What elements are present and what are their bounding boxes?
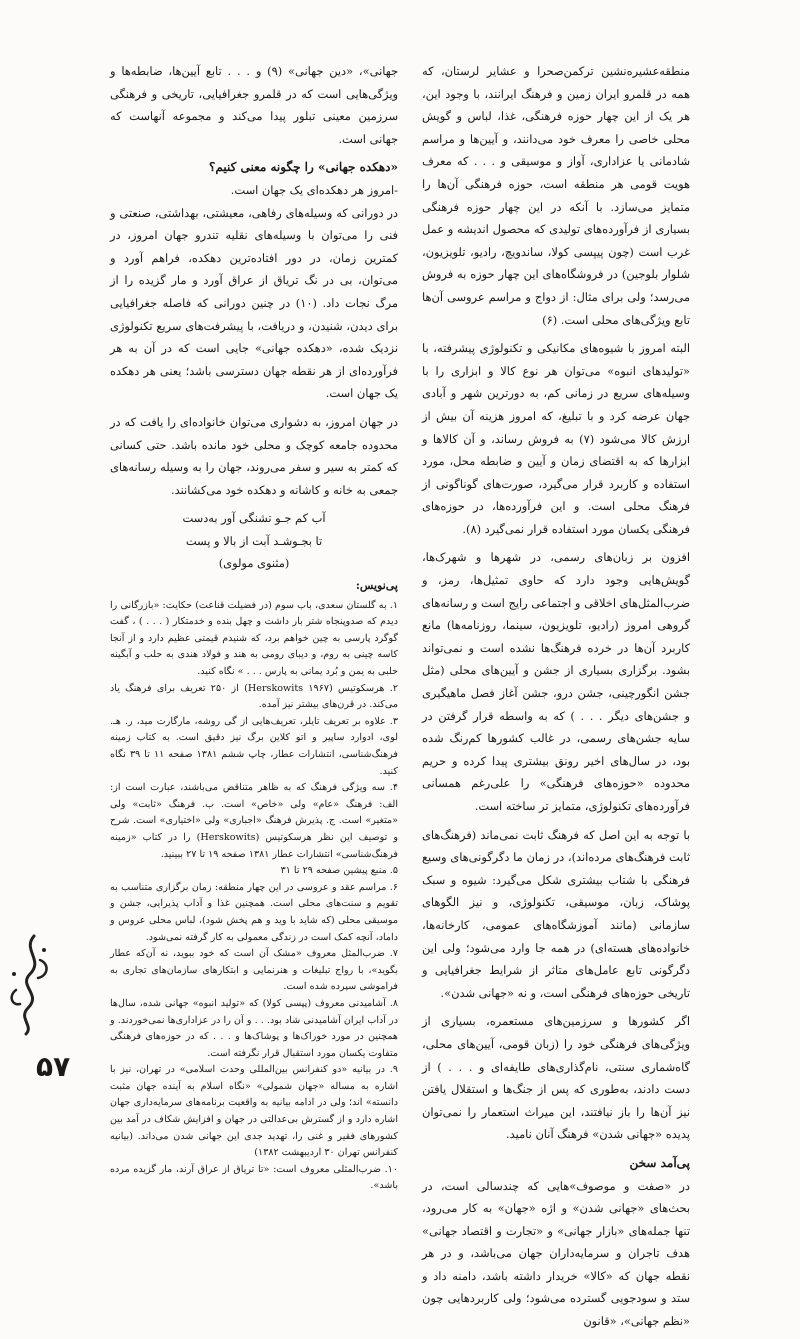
footnote: ۱۰. ضرب‌المثلی معروف است: «تا تریاق از عراق آرند، مار گزیده مرده باشد». xyxy=(110,1163,398,1192)
verse-line: آب کم جـو تشنگی آور به‌دست xyxy=(182,511,326,526)
footnote: ۶. مراسم عقد و عروسی در این چهار منطقه: زمان برگزاری متناسب به تقویم و سنت‌های محلی است. همچنین غذا و آداب پذیرایی، جشن و موسیقی محلی (که شاید با وید و هم پخش شود)، لباس محلی عروس و داماد، آنچه کمک است در زندگی معمولی به کار گرفته نمی‌شود. xyxy=(110,881,398,943)
paragraph: با توجه به این اصل که فرهنگ ثابت نمی‌ماند (فرهنگ‌های ثابت فرهنگ‌های مرده‌اند)، در زمان ما دگرگونی‌های وسیع فرهنگی با شتاب بیشتری شکل می‌گیرد: شیوه و سبک پوشاک، زبان، موسیقی، تکنولوژی، و نیز الگوهای سازمانی (مانند آموزشگاه‌های عمومی، کارخانه‌ها، خانواده‌های هسته‌ای) در همه جا وارد می‌شود؛ ولی این دگرگونی تابع عامل‌های متاثر از شرایط جغرافیایی و تاریخی حوزه‌های فرهنگی است، و نه «جهانی شدن». xyxy=(422,827,690,1000)
paragraph: -امروز هر دهکده‌ای یک جهان است. xyxy=(230,182,398,197)
paragraph: منطقه‌عشیره‌نشین ترکمن‌صحرا و عشایر لرستان، که همه در قلمرو ایران زمین و فرهنگ ایرانند، با وجود این، هر یک از این چهار حوزه فرهنگی، غذا، لباس و گویش محلی خاصی را معرف خود می‌دانند، و آیین‌ها و مراسم شادمانی یا عزاداری، آواز و موسیقی و . . . که معرف هویت قومی هر منطقه است، حوزه فرهنگی آن‌ها را متمایز می‌سازد. با آنکه در این چهار حوزه فرهنگی بسیاری از فرآورده‌های تولیدی که محصول اندیشه و عمل غرب است (چون پیپسی کولا، ساندویچ، رادیو، تلویزیون، شلوار بلوجین) در فروشگاه‌های این چهار حوزه به فروش می‌رسد؛ ولی برای مثال: از دواج و مراسم عروسی آن‌ها تابع ویژگی‌های محلی است. (۶) xyxy=(422,64,690,327)
footnotes-title: پی‌نویس: xyxy=(355,579,398,593)
paragraph: جهانی»، «دین جهانی» (۹) و . . . تابع آیین‌ها، ضابطه‌ها و ویژگی‌هایی است که در قلمرو جغرافیایی، تاریخی و فرهنگی سرزمین معینی تبلور پیدا می‌کند و مجموعه آنهاست که جهانی است. xyxy=(110,64,398,146)
section-heading: پی‌آمد سخن xyxy=(629,1155,690,1170)
paragraph: افزون بر زبان‌های رسمی، در شهرها و شهرک‌ها، گویش‌هایی وجود دارد که حاوی تمثیل‌ها، رمز، و ضرب‌المثل‌های اخلاقی و اجتماعی رایج است و رسانه‌های گروهی امروز (رادیو، تلویزیون، سینما، روزنامه‌ها) مانع کاربرد آن‌ها در خرده فرهنگ‌ها نشده است و نمی‌تواند بشود. برگزاری بسیاری از جشن و آیین‌های محلی (مثل جشن انگورچینی، جشن درو، جشن آغاز فصل ماهیگیری و جشن‌های دیگر . . . ) که به واسطه قرار گرفتن در سایه جشن‌های رسمی، در غالب کشورها کم‌رنگ شده بود، در سال‌های اخیر رونق بیشتری پیدا کرده و حریم محدوده «حوزه‌های فرهنگی» را علی‌رغم همسانی فرآورده‌های تکنولوژی، متمایز تر ساخته است. xyxy=(422,550,690,813)
footnote: ۳. علاوه بر تعریف تایلر، تعریف‌هایی از گی روشه، مارگارت مید، ر. هـ. لوی، ادوارد ساپیر و اتو کلاین برگ نیز دقیق است. به کتاب زمینه فرهنگ‌شناسی، انتشارات عطار، چاپ ششم ۱۳۸۱ صفحه ۱۱ تا ۳۹ نگاه کنید. xyxy=(110,715,399,777)
footnote: ۸. آشامیدنی معروف (پپسی کولا) که «تولید انبوه» جهانی شده، سال‌ها در آداب ایران آشامیدنی شاد بود. . . و آن را در عزاداری‌ها نمی‌خوردند. و همچنین در مورد خوراک‌ها و پوشاک‌ها و . . . که در حوزه‌های فرهنگی متفاوت یکسان مورد استقبال قرار نگرفته است. xyxy=(110,997,398,1059)
page-number: ۵۷ xyxy=(36,1050,71,1083)
section-heading: «دهکده جهانی» را چگونه معنی کنیم؟ xyxy=(208,160,398,175)
paragraph: در جهان امروز، به دشواری می‌توان خانواده‌ای را یافت که در محدوده جامعه کوچک و محلی خود مانده باشد. حتی کسانی که کمتر به سیر و سفر می‌روند، جهان را به وسیله رسانه‌های جمعی به خانه و کاشانه و دهکده خود می‌کشانند. xyxy=(110,414,398,497)
footnote: ۲. هرسکوتیس (Herskowits ۱۹۶۷) از ۲۵۰ تعریف برای فرهنگ یاد می‌کند. در قرن‌های بیشتر نیز آمده. xyxy=(110,682,398,711)
footnotes-list xyxy=(110,598,398,1195)
kerman-logo xyxy=(4,930,56,1040)
left-column xyxy=(110,60,398,1195)
paragraph: البته امروز با شیوه‌های مکانیکی و تکنولوژی پیشرفته، با «تولیدهای انبوه» می‌توان هر نوع کالا و ابزاری را با وسیله‌های سریع در زمانی کم، به دورترین شهر و آبادی جهان عرضه کرد و با تبلیغ، که امروز هزینه آن بیش از ارزش کالا می‌شود (۷) به فروش رساند، و آن کالاها و ابزارها که به اقتضای زمان و آیین و ضابطه محل، مورد استفاده و کاربرد قرار می‌گیرد، صورت‌های گوناگونی از فرهنگ محلی است. و این فرآورده‌ها، در حوزه‌های فرهنگی یکسان مورد استفاده قرار نمی‌گیرد (۸). xyxy=(422,341,690,536)
verse-source: (مثنوی مولوی) xyxy=(218,556,290,571)
footnote: ۴. سه ویژگی فرهنگ که به ظاهر متناقض می‌باشند، عبارت است از: الف: فرهنگ «عام» ولی «خاص» است. ب. فرهنگ «ثابت» ولی «متغیر» است. ج. پذیرش فرهنگ «اجباری» ولی «اختیاری» است. شرح و توصیف این نظر هرسکوتیس (Herskowits) را در کتاب «زمینه فرهنگ‌شناسی» انتشارات عطار ۱۳۸۱ صفحه ۱۹ تا ۲۷ ببینید. xyxy=(110,782,399,860)
footnote: ۵. منبع پیشین صفحه ۲۹ تا ۳۱ xyxy=(280,865,398,877)
verse-line: تا بجـوشـد آبت از بالا و پست xyxy=(185,533,323,548)
footnote: ۹. در بیانیه «دو کنفرانس بین‌المللی وحدت اسلامی» در تهران، نیز با اشاره به مساله «جهان شمولی» «نگاه اسلام به آینده جهان مثبت دانسته» اند؛ ولی در ادامه بیانیه به واقعیت برنامه‌های سرمایه‌داری جهان اشاره دارد و از گسترش بی‌عدالتی در جهان و افزایش شکاف در آمد بین کشورهای فقیر و غنی را، تهدید جدی این جهانی شدن می‌داند. (بیانیه کنفرانس تهران ۳۰ اردیبهشت ۱۳۸۲) xyxy=(110,1064,398,1159)
paragraph: اگر کشورها و سرزمین‌های مستعمره، بسیاری از ویژگی‌های فرهنگی خود را (زبان قومی، آیین‌های محلی، گاه‌شماری سنتی، نام‌گذاری‌های طایفه‌ای و . . . ) از دست دادند، به‌طوری که پس از جنگ‌ها و استقلال یافتن نیز آن‌ها را باز نیافتند، این میراث استعمار را نمی‌توان پدیده «جهانی شدن» فرهنگ آنان نامید. xyxy=(422,1014,690,1142)
footnote: ۷. ضرب‌المثل معروف «مشک آن است که خود ببوید، نه آن‌که عطار بگوید»، با رواج تبلیغات و هنرنمایی و ابتکارهای سازمان‌های تجاری به فراموشی سپرده شده است. xyxy=(110,948,398,993)
right-column xyxy=(422,60,690,1339)
paragraph: در دورانی که وسیله‌های رفاهی، معیشتی، بهداشتی، صنعتی و فنی را می‌توان با وسیله‌های نقلیه تندرو جهان امروز، در کمترین زمان، در دور افتاده‌ترین دهکده، فراهم آورد و می‌توان، بی در نگ تریاق از عراق آورد و مار گزیده را از مرگ نجات داد. (۱۰) در چنین دورانی که فاصله جغرافیایی برای دیدن، شنیدن، و دریافت، با پیشرفت‌های سریع تکنولوژی نزدیک شده، «دهکده جهانی» جایی است که در آن به هر فرآورده‌ای از هر نقطه جهان دسترسی باشد؛ یعنی هر دهکده یک جهان است. xyxy=(110,205,398,401)
paragraph: در «صفت و موصوف»هایی که چندسالی است، در بحث‌های «جهانی شدن» و اژه «جهان» به کار می‌رود، تنها جمله‌های «بازار جهانی» و «تجارت و اقتصاد جهانی» هدف تاجران و سرمایه‌داران جهان می‌باشد، و در هر نقطه جهان که «کالا» خریدار داشته باشد، دامنه داد و ستد و سودجویی گسترده می‌شود؛ ولی کاربردهایی چون «نظم جهانی»، «قانون xyxy=(422,1178,690,1329)
footnote: ۱. به گلستان سعدی، باب سوم (در فضیلت قناعت) حکایت: «بازرگانی را دیدم که صدوپنجاه شتر بار داشت و چهل بنده و خدمتکار ( . . . ) ، گفت گوگرد پارسی به چین خواهم برد، که شنیدم قیمتی عظیم دارد و از آنجا کاسه چینی به روم، و دیبای رومی به هند و فولاد هندی به حلب و آبگینه حلبی به یمن و بُرد یمانی به پارس . . . » نگاه کنید. xyxy=(110,599,398,678)
